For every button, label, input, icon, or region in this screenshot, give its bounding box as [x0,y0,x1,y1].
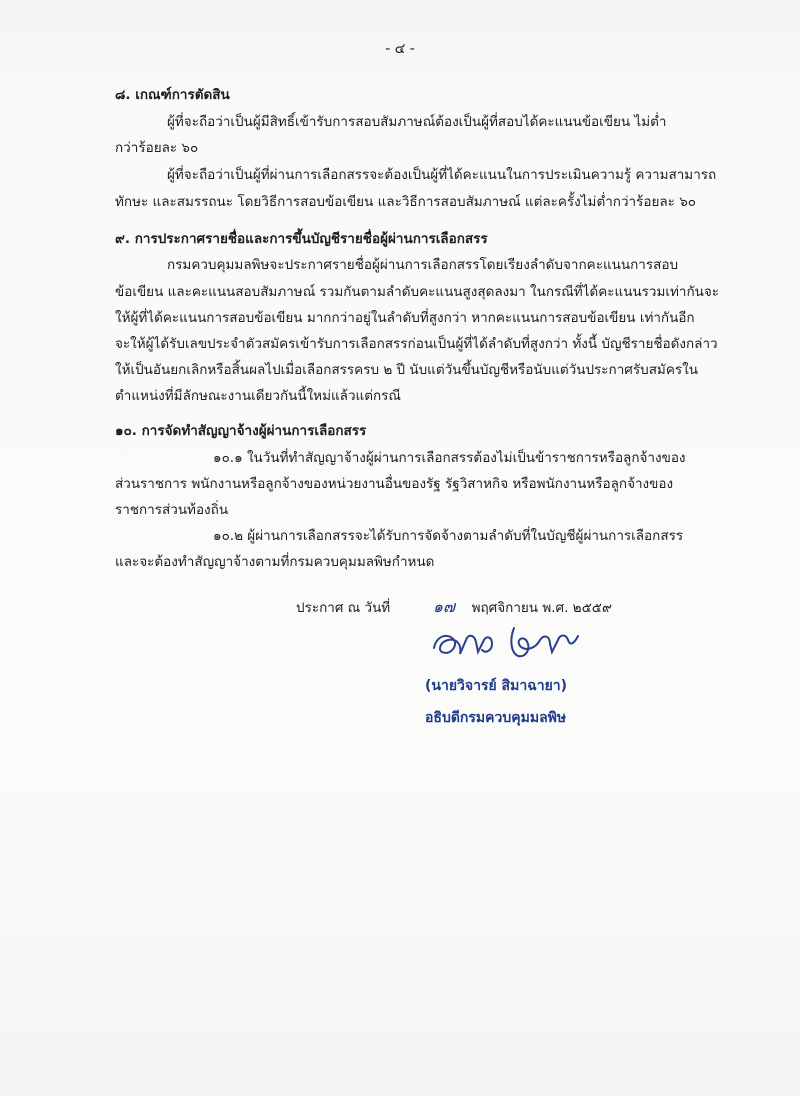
announcement-date [296,595,612,620]
section-9-line: กรมควบคุมมลพิษจะประกาศรายชื่อผู้ผ่านการเลือกสรรโดยเรียงลำดับจากคะแนนการสอบ [167,257,679,273]
section-9-line: ตำแหน่งที่มีลักษณะงานเดียวกันนี้ใหม่แล้วแต่กรณี [115,388,401,404]
section-10-heading: ๑๐. การจัดทำสัญญาจ้างผู้ผ่านการเลือกสรร [115,423,367,439]
section-9-line: ให้ผู้ที่ได้คะแนนการสอบข้อเขียน มากกว่าอยู่ในลำดับที่สูงกว่า หากคะแนนการสอบข้อเขียน เท่ากันอีก [115,310,695,326]
section-8-p1-line1: ผู้ที่จะถือว่าเป็นผู้มีสิทธิ์เข้ารับการสอบสัมภาษณ์ต้องเป็นผู้ที่สอบได้คะแนนข้อเขียน ไม่ต่ำ [167,114,667,130]
announcement-prefix: ประกาศ ณ วันที่ [296,600,391,616]
section-8-heading: ๘. เกณฑ์การตัดสิน [115,87,230,103]
signatory-title: อธิบดีกรมควบคุมมลพิษ [425,710,567,726]
section-10-p1-line3: ราชการส่วนท้องถิ่น [115,502,229,518]
announcement-month-year: พฤศจิกายน พ.ศ. ๒๕๕๙ [471,600,612,616]
page-number: - ๔ - [385,41,415,57]
section-9-line: จะให้ผู้ได้รับเลขประจำตัวสมัครเข้ารับการเลือกสรรก่อนเป็นผู้ที่ได้ลำดับที่สูงกว่า ทั้งนี้ บัญชีรายชื่อดังกล่าว [115,336,718,352]
section-10-p1-line2: ส่วนราชการ พนักงานหรือลูกจ้างของหน่วยงานอื่นของรัฐ รัฐวิสาหกิจ หรือพนักงานหรือลูกจ้างของ [115,476,674,492]
signatory-name: (นายวิจารย์ สิมาฉายา) [425,678,568,694]
section-9-line: ให้เป็นอันยกเลิกหรือสิ้นผลไปเมื่อเลือกสรรครบ ๒ ปี นับแต่วันขึ้นบัญชีหรือนับแต่วันประกาศรับสมัครใน [115,362,698,378]
signature-scribble [426,618,586,666]
section-8-p1-line2: กว่าร้อยละ ๖๐ [115,140,199,156]
section-9-heading: ๙. การประกาศรายชื่อและการขึ้นบัญชีรายชื่อผู้ผ่านการเลือกสรร [115,231,488,247]
section-8-p2-line1: ผู้ที่จะถือว่าเป็นผู้ที่ผ่านการเลือกสรรจะต้องเป็นผู้ที่ได้คะแนนในการประเมินความรู้ ความสามารถ [167,167,717,183]
section-9-line: ข้อเขียน และคะแนนสอบสัมภาษณ์ รวมกันตามลำดับคะแนนสูงสุดลงมา ในกรณีที่ได้คะแนนรวมเท่ากันจะ [115,284,720,300]
section-10-p2-line2: และจะต้องทำสัญญาจ้างตามที่กรมควบคุมมลพิษกำหนด [115,554,435,570]
announcement-day: ๑๗ [432,597,455,616]
section-10-p2-line1: ๑๐.๒ ผู้ผ่านการเลือกสรรจะได้รับการจัดจ้างตามลำดับที่ในบัญชีผู้ผ่านการเลือกสรร [213,528,684,544]
section-10-p1-line1: ๑๐.๑ ในวันที่ทำสัญญาจ้างผู้ผ่านการเลือกสรรต้องไม่เป็นข้าราชการหรือลูกจ้างของ [213,450,686,466]
section-8-p2-line2: ทักษะ และสมรรถนะ โดยวิธีการสอบข้อเขียน และวิธีการสอบสัมภาษณ์ แต่ละครั้งไม่ต่ำกว่าร้อยละ ๖๐ [115,194,697,210]
